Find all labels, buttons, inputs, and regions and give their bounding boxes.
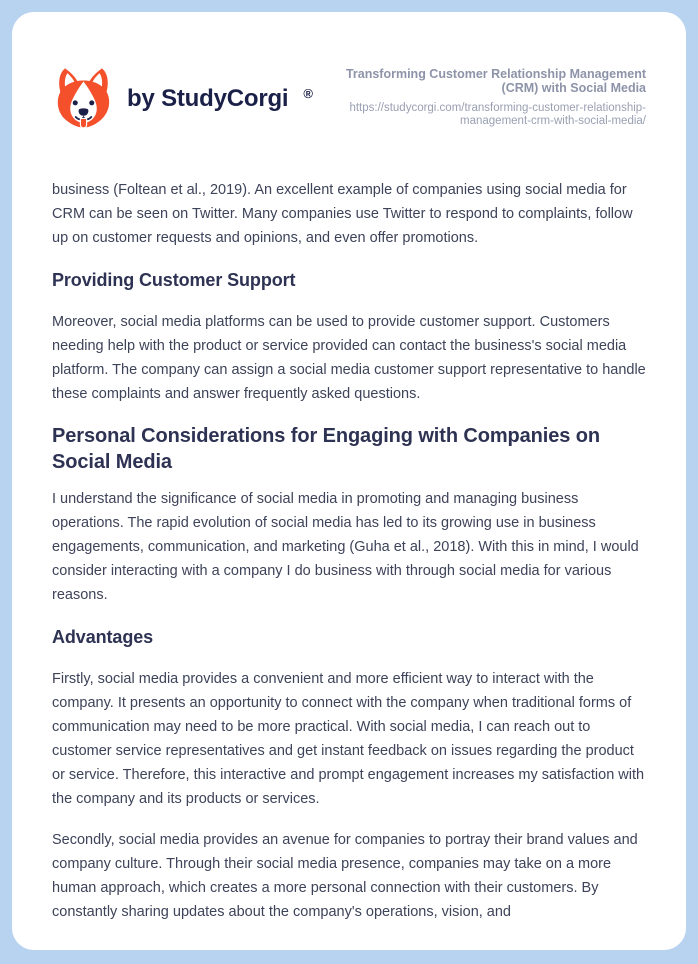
section-heading: Advantages	[52, 627, 154, 647]
section-heading: Providing Customer Support	[52, 270, 296, 290]
registered-trademark-symbol: ®	[303, 85, 313, 101]
brand-name: by StudyCorgi	[127, 85, 289, 112]
document-source-url[interactable]: https://studycorgi.com/transforming-customer-relationship-management-crm-with-social-media/	[349, 102, 646, 127]
article-paragraph: I understand the significance of social media in promoting and managing business operations. The rapid evolution of social media has led to its growing use in business engagements, communication, and marketing (Guha et al., 2018). With this in mind, I would consider interacting with a company I do business with through social media for various reasons.	[52, 491, 639, 603]
article-paragraph: Firstly, social media provides a convenient and more efficient way to interact with the company. It presents an opportunity to connect with the company when traditional forms of communication may need to be more practical. With social media, I can reach out to customer service representatives and get instant feedback on issues regarding the product or service. Therefore, this interactive and prompt engagement increases my satisfaction with the company and its products or services.	[52, 671, 645, 807]
document-title: Transforming Customer Relationship Management (CRM) with Social Media	[345, 67, 646, 95]
studycorgi-brand-link[interactable]	[52, 66, 313, 132]
article-paragraph: business (Foltean et al., 2019). An excellent example of companies using social media for CRM can be seen on Twitter. Many companies use Twitter to respond to complaints, follow up on customer requests and opinions, and even offer promotions.	[52, 182, 633, 246]
article-paragraph: Moreover, social media platforms can be used to provide customer support. Customers needing help with the product or service provided can contact the business's social media platform. The company can assign a social media customer support representative to handle these complaints and answer frequently asked questions.	[52, 314, 646, 402]
article-body	[52, 178, 646, 924]
article-paragraph: Secondly, social media provides an avenue for companies to portray their brand values and company culture. Through their social media presence, companies may take on a more human approach, which creates a more personal connection with their customers. By constantly sharing updates about the company's operations, vision, and	[52, 832, 638, 920]
corgi-logo-icon	[52, 66, 115, 132]
document-meta	[313, 66, 646, 128]
document-card	[12, 12, 686, 950]
document-header	[52, 66, 646, 132]
section-heading: Personal Considerations for Engaging with Companies on Social Media	[52, 425, 600, 473]
